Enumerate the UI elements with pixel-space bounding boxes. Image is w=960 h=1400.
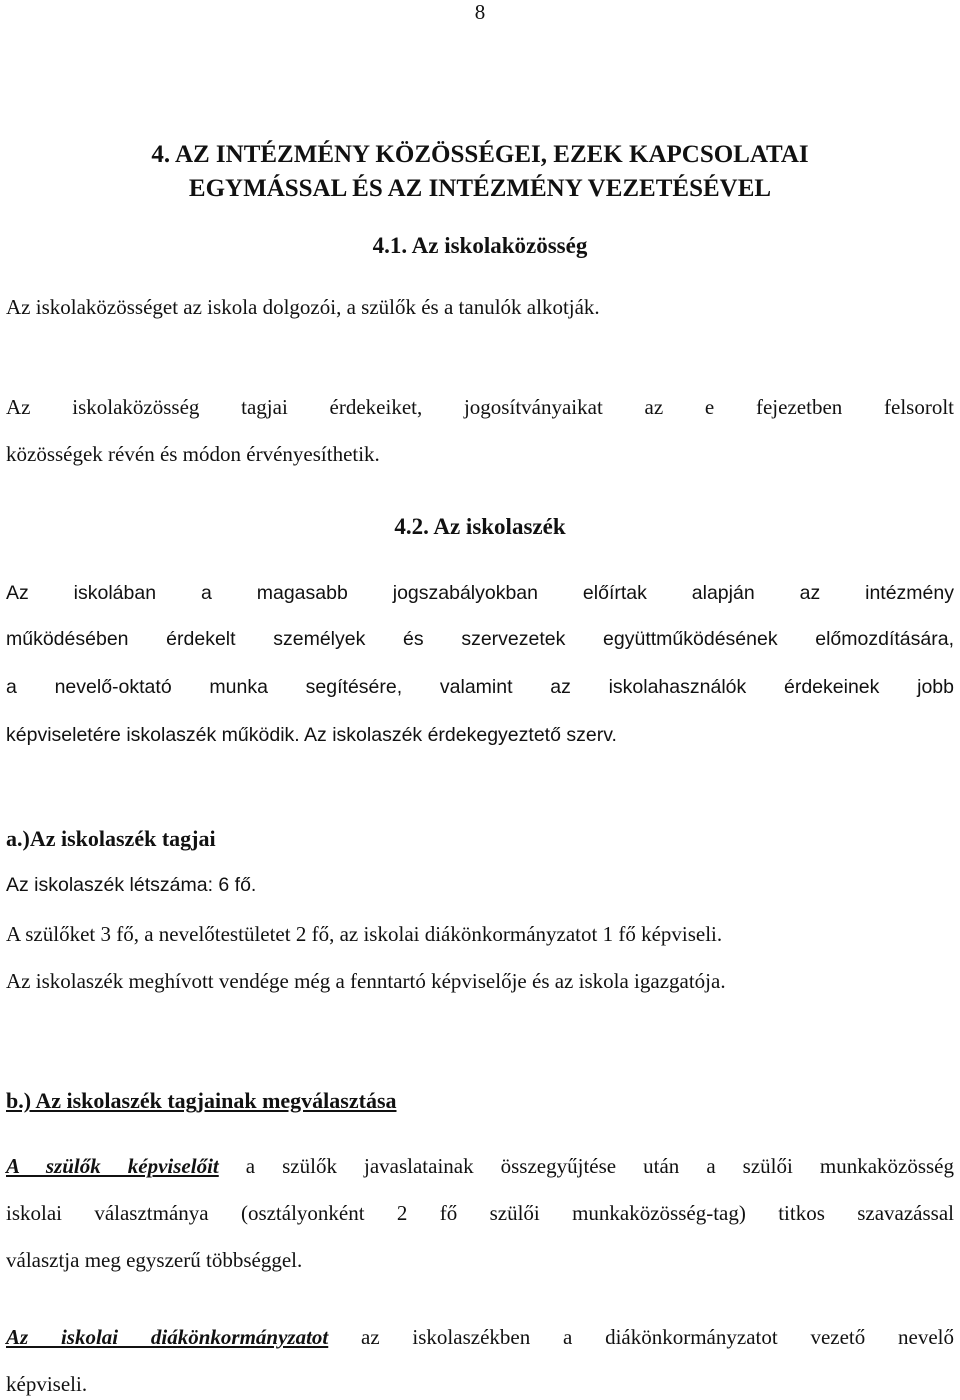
text-kepviselet-aranyok: A szülőket 3 fő, a nevelőtestületet 2 fő, az iskolai diákönkormányzatot 1 fő képviseli. — [6, 922, 723, 946]
paragraph-szulok-kepviseloi-line-1-rest: a szülők javaslatainak összegyűjtése után a szülői munkaközösség — [218, 1154, 954, 1178]
section-heading-iskolaszek: 4.2. Az iskolaszék — [394, 514, 566, 539]
paragraph-iskolakozosseg-definition: Az iskolaközösséget az iskola dolgozói, a szülők és a tanulók alkotják. — [6, 295, 600, 319]
subheading-tagok-megvalasztasa: b.) Az iskolaszék tagjainak megválasztása — [6, 1088, 397, 1113]
subheading-iskolaszek-tagjai: a.)Az iskolaszék tagjai — [6, 826, 216, 851]
emphasis-iskolai-diakonkormanyzat: Az iskolai diákönkormányzatot — [6, 1325, 329, 1349]
paragraph-iskolaszek-line-4: képviseletére iskolaszék működik. Az iskolaszék érdekegyeztető szerv. — [6, 724, 617, 746]
paragraph-iskolaszek-line-2: működésében érdekelt személyek és szervezetek együttműködésének előmozdítására, — [6, 628, 954, 650]
chapter-title-line-1: 4. AZ INTÉZMÉNY KÖZÖSSÉGEI, EZEK KAPCSOLATAI — [151, 141, 809, 168]
paragraph-diakonkormanyzat-line-2: képviseli. — [6, 1372, 88, 1396]
page-number: 8 — [474, 0, 486, 24]
emphasis-szulok-kepviseloi: A szülők képviselőit — [6, 1154, 219, 1178]
paragraph-iskolakozosseg-rights-line-2: közösségek révén és módon érvényesíthetik. — [6, 442, 380, 466]
paragraph-iskolaszek-line-3: a nevelő-oktató munka segítésére, valamint az iskolahasználók érdekeinek jobb — [6, 676, 954, 698]
chapter-title-line-2: EGYMÁSSAL ÉS AZ INTÉZMÉNY VEZETÉSÉVEL — [188, 175, 772, 202]
text-iskolaszek-letszama: Az iskolaszék létszáma: 6 fő. — [6, 874, 257, 896]
paragraph-iskolakozosseg-rights-line-1: Az iskolaközösség tagjai érdekeiket, jogosítványaikat az e fejezetben felsorolt — [6, 395, 954, 419]
paragraph-iskolaszek-line-1: Az iskolában a magasabb jogszabályokban előírtak alapján az intézmény — [6, 582, 954, 604]
paragraph-szulok-kepviseloi-line-1 — [6, 1152, 954, 1180]
paragraph-szulok-kepviseloi-line-3: választja meg egyszerű többséggel. — [6, 1248, 303, 1272]
section-heading-iskolakozosseg: 4.1. Az iskolaközösség — [372, 233, 588, 258]
paragraph-szulok-kepviseloi-line-2: iskolai választmánya (osztályonként 2 fő szülői munkaközösség-tag) titkos szavazással — [6, 1201, 954, 1225]
paragraph-diakonkormanyzat-line-1-rest: az iskolaszékben a diákönkormányzatot vezető nevelő — [328, 1325, 954, 1349]
paragraph-diakonkormanyzat-line-1 — [6, 1323, 954, 1351]
text-meghivott-vendeg: Az iskolaszék meghívott vendége még a fenntartó képviselője és az iskola igazgatója. — [6, 969, 726, 993]
